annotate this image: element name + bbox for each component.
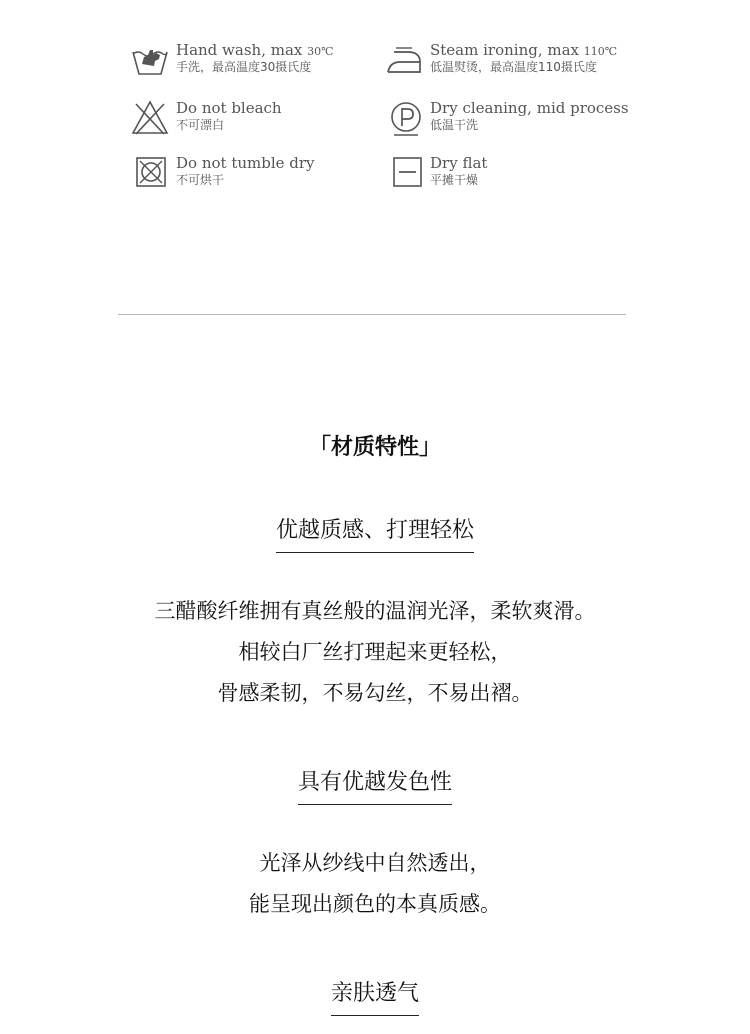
care-dry-clean [384, 98, 629, 138]
feature-heading-text: 具有优越发色性 [298, 765, 452, 805]
steam-iron-icon [384, 40, 424, 80]
hand-wash-icon [130, 40, 170, 80]
feature-paragraph [0, 843, 750, 925]
care-en: Dry cleaning, mid process [430, 99, 629, 117]
feature-heading-text: 亲肤透气 [331, 976, 419, 1016]
feature-line: 三醋酸纤维拥有真丝般的温润光泽，柔软爽滑。 [154, 599, 596, 623]
do-not-tumble-dry-icon [130, 153, 170, 193]
feature-heading [0, 513, 750, 553]
dry-clean-p-icon [384, 98, 424, 138]
care-en: Do not tumble dry [176, 154, 315, 172]
feature-paragraph [0, 591, 750, 714]
care-cn: 不可漂白 [176, 118, 225, 132]
feature-line: 光泽从纱线中自然透出， [259, 851, 491, 875]
care-cn: 低温熨烫，最高温度110摄氏度 [430, 60, 597, 74]
care-en: Dry flat [430, 154, 488, 172]
care-hand-wash [130, 40, 333, 80]
care-dry-flat [384, 153, 487, 193]
section-divider [118, 314, 626, 315]
feature-line: 相较白厂丝打理起来更轻松， [238, 640, 512, 664]
feature-heading [0, 765, 750, 805]
dry-flat-icon [384, 153, 424, 193]
care-cn: 不可烘干 [176, 173, 225, 187]
care-no-tumble-dry [130, 153, 315, 193]
care-en: Do not bleach [176, 99, 282, 117]
feature-heading [0, 976, 750, 1016]
do-not-bleach-icon [130, 98, 170, 138]
feature-line: 骨感柔韧，不易勾丝，不易出褶。 [217, 681, 533, 705]
care-cn: 平摊干燥 [430, 173, 479, 187]
care-en: Hand wash, max 30℃ [176, 41, 334, 59]
section-title: 「材质特性」 [308, 435, 441, 460]
care-temp: 110℃ [583, 45, 618, 58]
care-en: Steam ironing, max 110℃ [430, 41, 618, 59]
care-steam-iron [384, 40, 617, 80]
feature-heading-text: 优越质感、打理轻松 [276, 513, 474, 553]
care-cn: 手洗，最高温度30摄氏度 [176, 60, 312, 74]
care-cn: 低温干洗 [430, 118, 479, 132]
care-temp: 30℃ [307, 45, 334, 58]
care-no-bleach [130, 98, 282, 138]
feature-line: 能呈现出颜色的本真质感。 [249, 892, 501, 916]
